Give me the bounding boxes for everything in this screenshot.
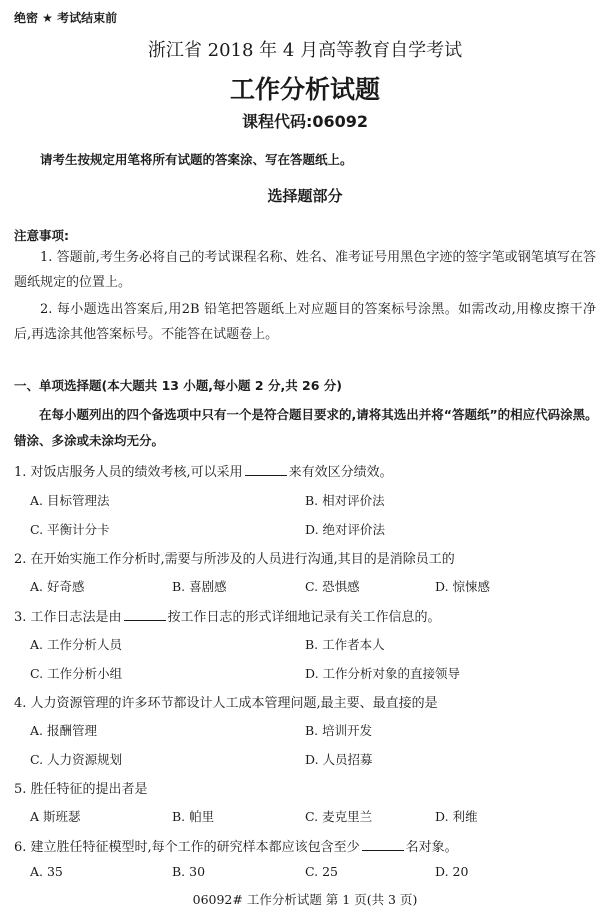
q6-option-b: B. 30 [172,864,206,879]
q3-option-b: B. 工作者本人 [305,637,385,652]
q4-option-b: B. 培训开发 [305,723,373,738]
q1-option-b: B. 相对评价法 [305,493,385,508]
q4-option-a: A. 报酬管理 [30,723,97,738]
question-6-text-end: 名对象。 [405,840,458,855]
q3-option-a: A. 工作分析人员 [30,637,122,652]
q6-option-c: C. 25 [305,864,338,879]
question-1 [14,461,393,480]
answer-instruction: 请考生按规定用笔将所有试题的答案涂、写在答题纸上。 [40,152,353,167]
question-6-text: 6. 建立胜任特征模型时,每个工作的研究样本都应该包含至少 [14,840,360,855]
note-item-1: 1. 答题前,考生务必将自己的考试课程名称、姓名、准考证号用黑色字迹的签字笔或钢笔填写在答题纸规定的位置上。 [14,250,596,290]
question-5: 5. 胜任特征的提出者是 [14,782,148,797]
answer-blank [362,838,404,851]
q2-option-a: A. 好奇感 [30,579,85,594]
part-title: 选择题部分 [267,187,343,205]
q4-option-c: C. 人力资源规划 [30,752,123,767]
question-3 [14,606,441,625]
question-3-text: 3. 工作日志法是由 [14,610,122,625]
q1-option-d: D. 绝对评价法 [305,522,386,537]
section-description: 在每小题列出的四个备选项中只有一个是符合题目要求的,请将其选出并将“答题纸”的相应代码涂黑。错涂、多涂或未涂均无分。 [14,407,598,448]
question-2: 2. 在开始实施工作分析时,需要与所涉及的人员进行沟通,其目的是消除员工的 [14,552,455,567]
subject-title: 工作分析试题 [229,75,380,104]
question-3-text-end: 按工作日志的形式详细地记录有关工作信息的。 [167,610,441,625]
q6-option-a: A. 35 [30,864,63,879]
course-code: 课程代码:06092 [241,112,369,131]
q1-option-c: C. 平衡计分卡 [30,522,110,537]
question-1-text: 1. 对饭店服务人员的绩效考核,可以采用 [14,465,243,480]
notes-heading: 注意事项: [14,228,69,243]
question-6 [14,836,458,855]
q3-option-d: D. 工作分析对象的直接领导 [305,666,461,681]
q2-option-c: C. 恐惧感 [305,579,360,594]
q3-option-c: C. 工作分析小组 [30,666,123,681]
q2-option-b: B. 喜剧感 [172,579,227,594]
page-footer: 06092# 工作分析试题 第 1 页(共 3 页) [192,892,418,907]
q5-option-d: D. 利维 [435,809,478,824]
question-1-text-end: 来有效区分绩效。 [288,465,393,480]
section-heading: 一、单项选择题(本大题共 13 小题,每小题 2 分,共 26 分) [14,378,343,393]
q5-option-b: B. 帕里 [172,809,215,824]
q5-option-a: A 斯班瑟 [30,809,81,824]
q5-option-c: C. 麦克里兰 [305,809,373,824]
exam-title: 浙江省 2018 年 4 月高等教育自学考试 [147,40,463,61]
q1-option-a: A. 目标管理法 [30,493,110,508]
q4-option-d: D. 人员招募 [305,752,373,767]
q6-option-d: D. 20 [435,864,469,879]
answer-blank [124,608,166,621]
question-4: 4. 人力资源管理的许多环节都设计人工成本管理问题,最主要、最直接的是 [14,696,438,711]
confidential-label: 绝密 ★ 考试结束前 [14,11,118,25]
answer-blank [245,463,287,476]
note-item-2: 2. 每小题选出答案后,用2B 铅笔把答题纸上对应题目的答案标号涂黑。如需改动,用橡皮擦干净后,再选涂其他答案标号。不能答在试题卷上。 [14,302,596,342]
q2-option-d: D. 惊悚感 [435,579,491,594]
